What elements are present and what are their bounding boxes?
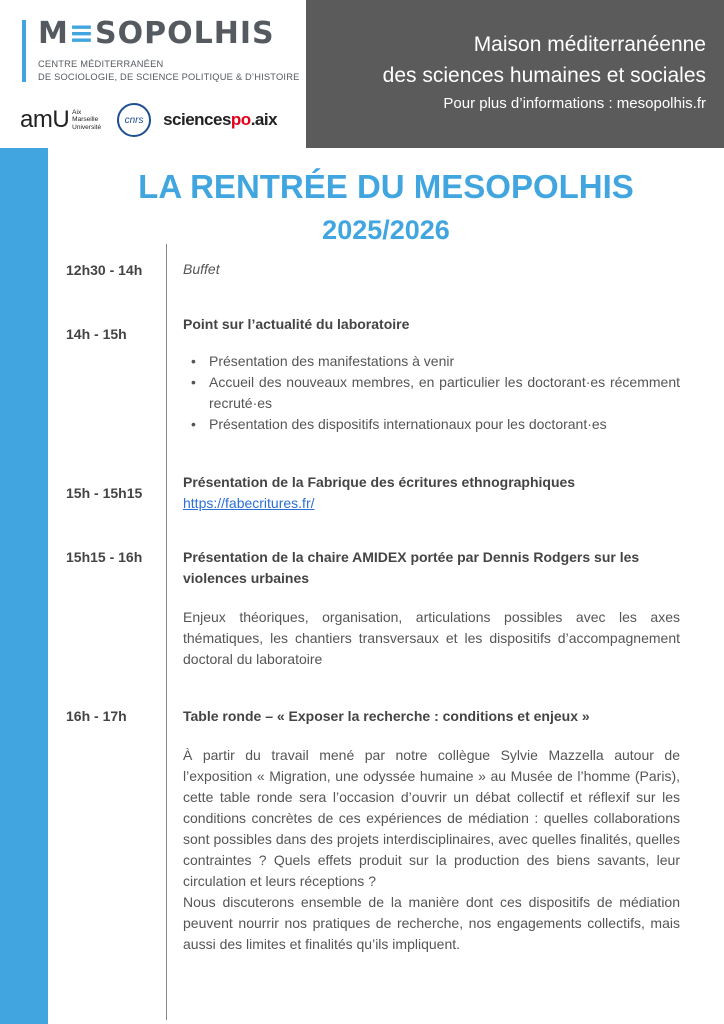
slot-time: 15h - 15h15 <box>66 485 143 501</box>
slot-1 <box>183 259 680 280</box>
header-info-box <box>306 0 724 148</box>
slot-description: Enjeux théoriques, organisation, articulations possibles avec les axes thématiques, les chantiers transversaux et les dispositifs d’accompagnement doctoral du laboratoire <box>183 609 680 667</box>
slot-time: 14h - 15h <box>66 326 127 342</box>
page-subtitle: 2025/2026 <box>322 215 450 245</box>
slot-3 <box>183 472 680 514</box>
cnrs-logo: cnrs <box>117 103 151 137</box>
sciencespo-aix-logo: sciencespo.aix <box>163 110 278 129</box>
info-line-2: des sciences humaines et sociales <box>382 64 706 87</box>
slot-time: 15h15 - 16h <box>66 549 143 565</box>
slot-bullet-list <box>183 351 680 435</box>
slot-description: À partir du travail mené par notre collègue Sylvie Mazzella autour de l’exposition « Migration, une odyssée humaine » au Musée de l’homme (Paris), cette table ronde sera l’occasion d’ouvrir un débat collectif et réflexif sur les conditions concrètes de ces expériences de médiation : quelles collaborations sont possibles dans des projets interdisciplinaires, avec quelles finalités, quelles contraintes ? Quels effets produit sur la production des biens savants, leur circulation et leurs réceptions ? <box>183 747 680 889</box>
slot-title: Présentation de la Fabrique des écritures ethnographiques <box>183 474 576 490</box>
slot-5 <box>183 706 680 955</box>
amu-logo: amU <box>20 106 70 133</box>
mesopolhis-logo: M≡SOPOLHIS <box>38 16 275 51</box>
slot-2 <box>183 314 680 435</box>
list-item: • Présentation des dispositifs internationaux pour les doctorant·es <box>191 414 680 435</box>
logo-bar <box>22 20 26 82</box>
list-item: • Présentation des manifestations à venir <box>191 351 680 372</box>
slot-title: Point sur l’actualité du laboratoire <box>183 316 410 332</box>
info-line-1: Maison méditerranéenne <box>473 33 706 56</box>
slot-title: Buffet <box>183 261 220 277</box>
list-item: • Accueil des nouveaux membres, en particulier les doctorant·es récemment recruté·es <box>191 372 680 414</box>
fabecritures-link[interactable]: https://fabecritures.fr/ <box>183 495 315 511</box>
partner-logos <box>20 102 277 138</box>
amu-logo-detail: Aix Marseille Université <box>72 108 102 131</box>
left-accent-band <box>0 148 48 1024</box>
slot-4 <box>183 547 680 670</box>
slot-time: 16h - 17h <box>66 708 127 724</box>
slot-time: 12h30 - 14h <box>66 262 143 278</box>
page-title: LA RENTRÉE DU MESOPOLHIS <box>138 168 634 205</box>
timeline-divider <box>166 244 167 1020</box>
slot-title: Table ronde – « Exposer la recherche : conditions et enjeux » <box>183 708 590 724</box>
info-line-3: Pour plus d’informations : mesopolhis.fr <box>443 95 706 112</box>
slot-description-2: Nous discuterons ensemble de la manière dont ces dispositifs de médiation peuvent nourrir nos pratiques de recherche, nos engagements collectifs, mais aussi des limites et finalités qu’ils impliquent. <box>183 894 680 952</box>
slot-title: Présentation de la chaire AMIDEX portée par Dennis Rodgers sur les violences urbaines <box>183 549 640 586</box>
logo-subtitle: CENTRE MÉDITERRANÉEN DE SOCIOLOGIE, DE SCIENCE POLITIQUE & D’HISTOIRE <box>38 59 300 82</box>
